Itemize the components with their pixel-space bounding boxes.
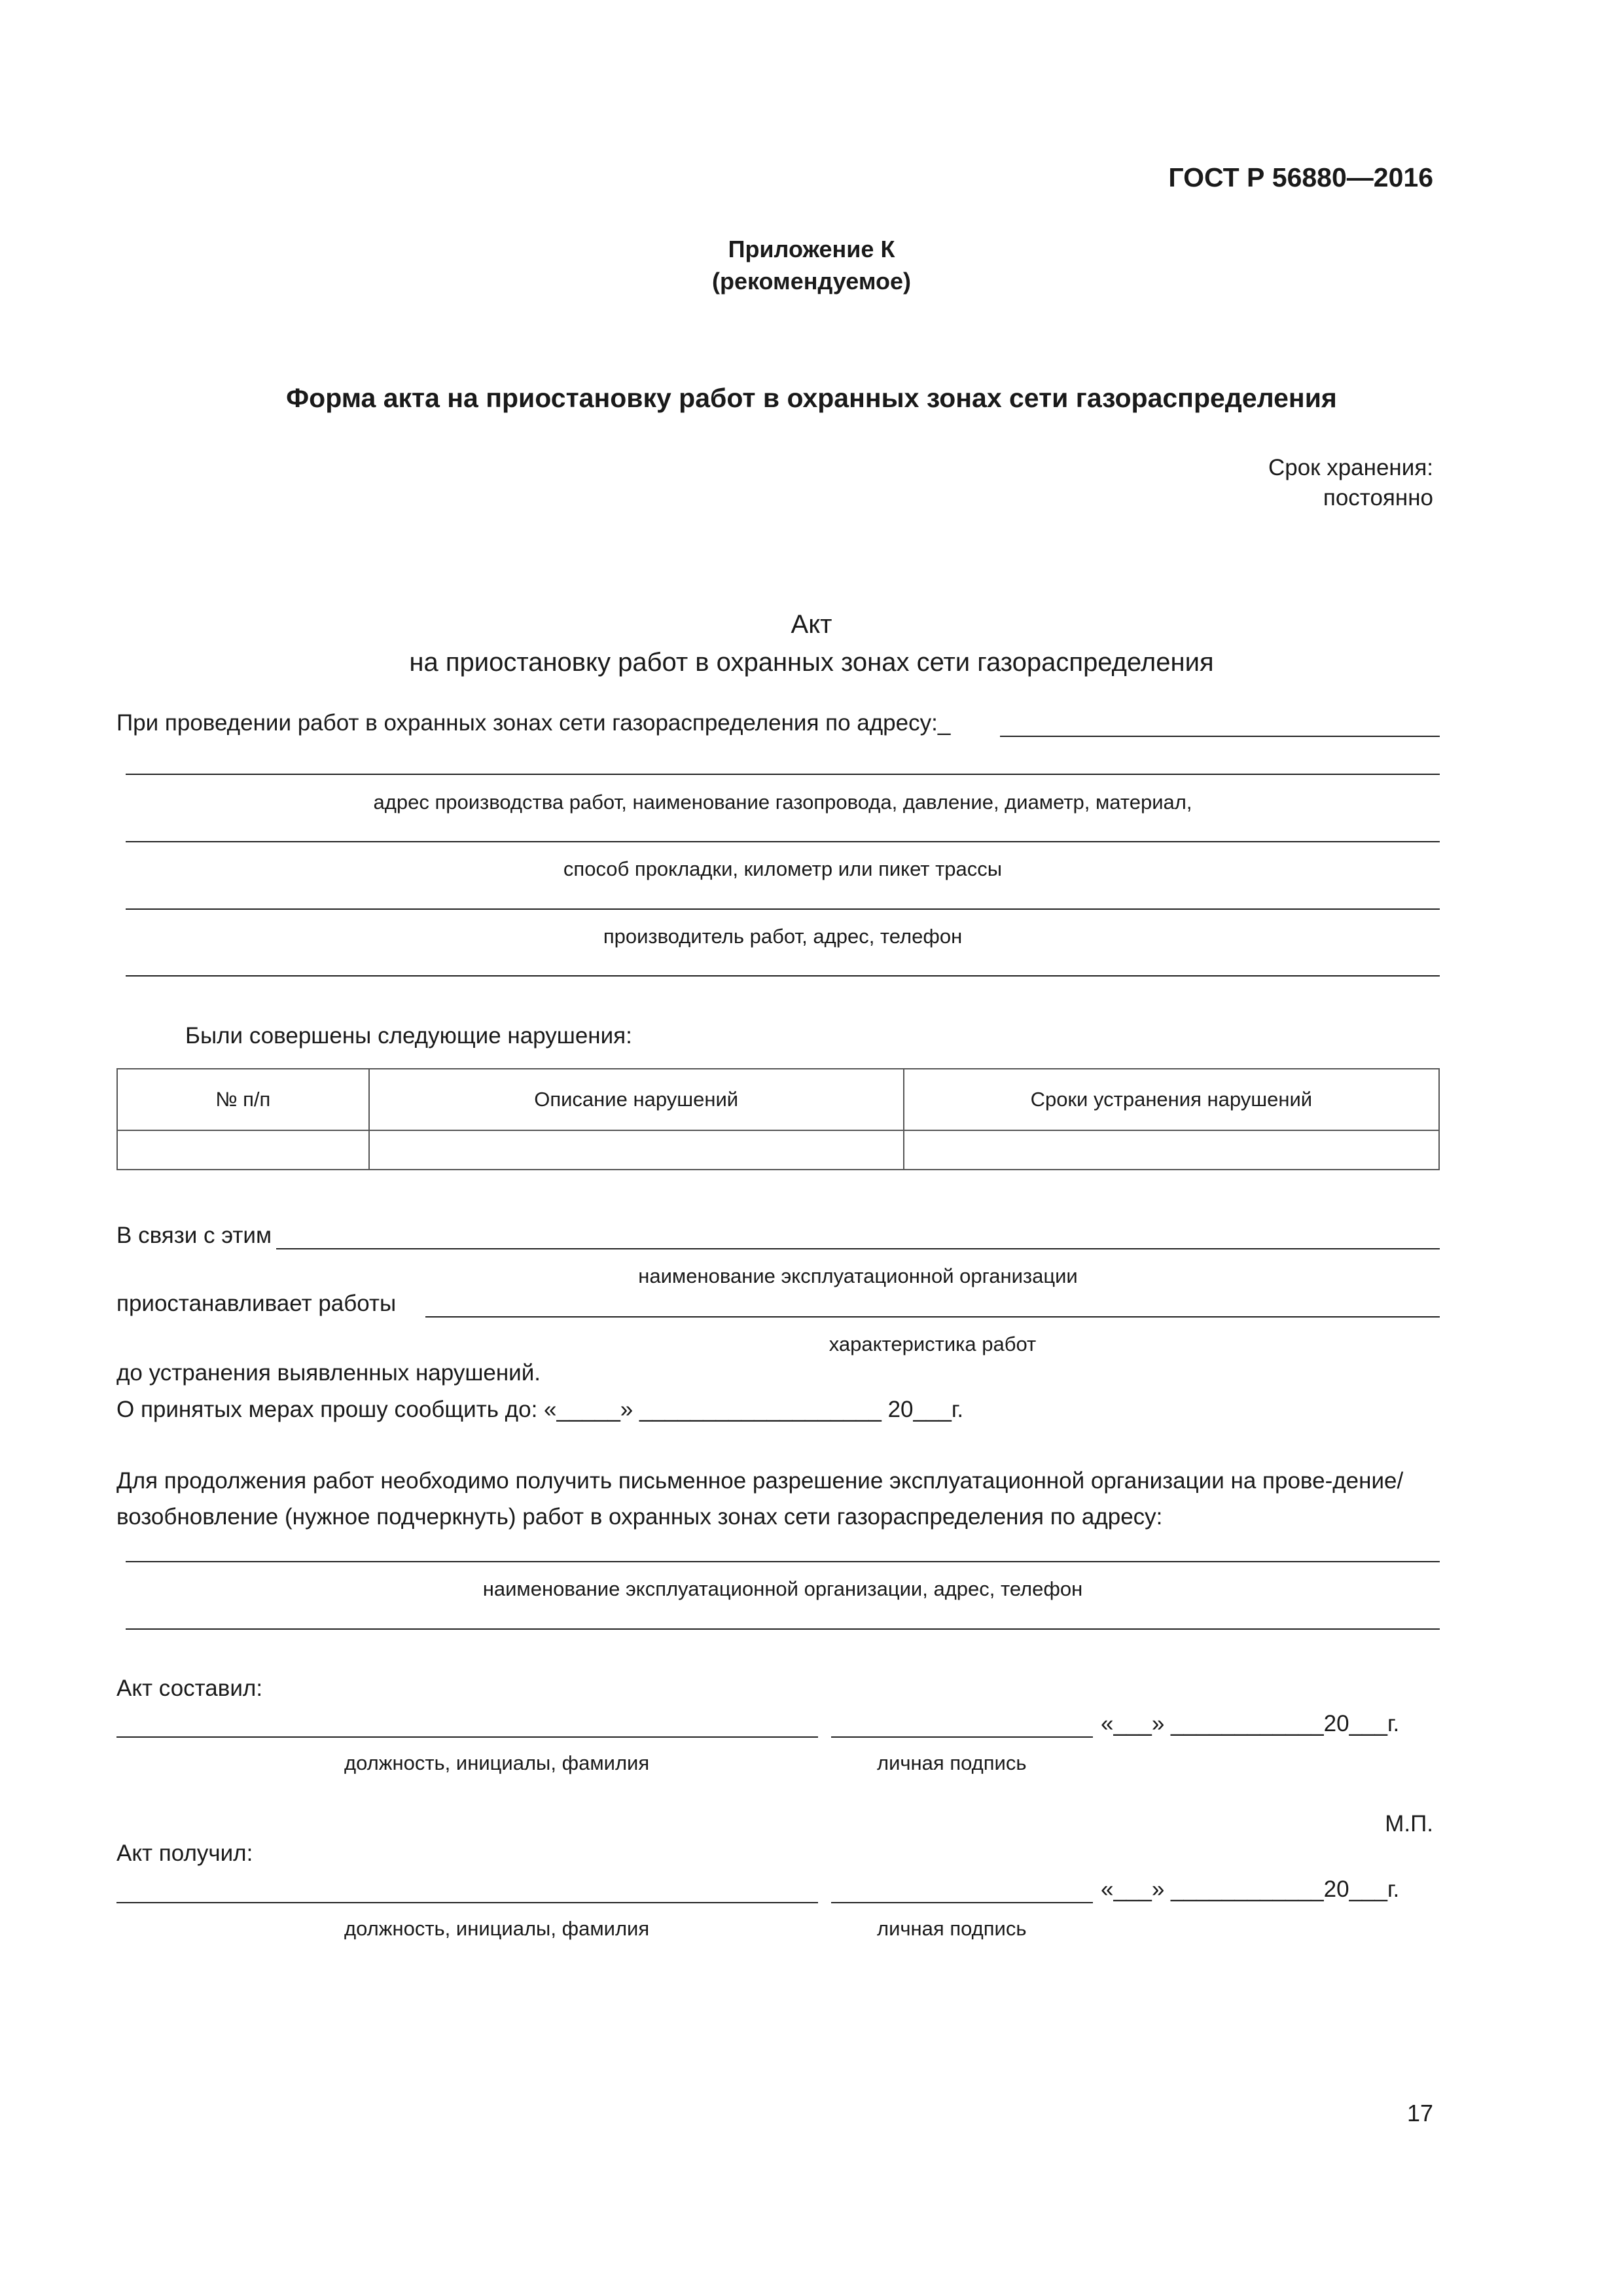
cell-description[interactable] xyxy=(369,1130,904,1170)
compiled-signature-line[interactable] xyxy=(831,1736,1093,1738)
received-date[interactable]: «___» ____________20___г. xyxy=(1101,1876,1400,1902)
act-heading xyxy=(0,605,1623,681)
standard-number: ГОСТ Р 56880—2016 xyxy=(1168,162,1433,192)
organization-line[interactable] xyxy=(276,1248,1440,1249)
table-row xyxy=(117,1130,1439,1170)
address-caption: адрес производства работ, наименование газопровода, давление, диаметр, материал, xyxy=(373,791,1192,814)
address-field-line[interactable] xyxy=(1000,736,1440,737)
annex-heading xyxy=(0,233,1623,297)
suspends-text: приостанавливает работы xyxy=(116,1291,397,1316)
contractor-caption: производитель работ, адрес, телефон xyxy=(603,925,963,948)
received-position-line[interactable] xyxy=(116,1902,818,1903)
works-line[interactable] xyxy=(425,1316,1440,1318)
address-line-2[interactable] xyxy=(126,841,1440,842)
violations-intro: Были совершены следующие нарушения: xyxy=(185,1023,632,1049)
compiled-position-line[interactable] xyxy=(116,1736,818,1738)
compiled-date[interactable]: «___» ____________20___г. xyxy=(1101,1711,1400,1736)
cell-deadline[interactable] xyxy=(904,1130,1439,1170)
violations-table xyxy=(116,1068,1440,1170)
compiled-signature-caption: личная подпись xyxy=(877,1751,1027,1774)
storage-period xyxy=(1268,453,1433,513)
until-text: до устранения выявленных нарушений. xyxy=(116,1360,541,1386)
intro-text: При проведении работ в охранных зонах сети газораспределения по адресу:_ xyxy=(116,710,951,736)
organization-caption: наименование эксплуатационной организации xyxy=(638,1265,1078,1287)
continuation-caption: наименование эксплуатационной организации, адрес, телефон xyxy=(482,1577,1083,1600)
storage-value: постоянно xyxy=(1323,485,1433,511)
works-caption: характеристика работ xyxy=(829,1333,1037,1355)
stamp-mark: М.П. xyxy=(1385,1811,1433,1837)
act-subtitle: на приостановку работ в охранных зонах сети газораспределения xyxy=(409,648,1214,677)
continuation-line-2[interactable] xyxy=(126,1628,1440,1630)
received-signature-caption: личная подпись xyxy=(877,1917,1027,1940)
annex-title: Приложение К xyxy=(728,236,895,262)
cell-number[interactable] xyxy=(117,1130,369,1170)
received-label: Акт получил: xyxy=(116,1840,253,1866)
col-description: Описание нарушений xyxy=(369,1069,904,1130)
in-connection-text: В связи с этим xyxy=(116,1223,272,1248)
compiled-position-caption: должность, инициалы, фамилия xyxy=(344,1751,650,1774)
received-position-caption: должность, инициалы, фамилия xyxy=(344,1917,650,1940)
continuation-line-1[interactable] xyxy=(126,1561,1440,1562)
continuation-text: Для продолжения работ необходимо получить письменное разрешение эксплуатационной организации на прове-дение/возобновление (нужное подчеркнуть) работ в охранных зонах сети газораспределения по адресу: xyxy=(116,1468,1404,1530)
annex-note: (рекомендуемое) xyxy=(712,268,911,295)
report-deadline-text: О принятых мерах прошу сообщить до: «_____» ___________________ 20___г. xyxy=(116,1397,964,1422)
col-deadline: Сроки устранения нарушений xyxy=(904,1069,1439,1130)
address-line-4[interactable] xyxy=(126,975,1440,977)
address-line-1[interactable] xyxy=(126,774,1440,775)
act-title: Акт xyxy=(791,610,832,639)
page-number: 17 xyxy=(1406,2100,1433,2126)
storage-label: Срок хранения: xyxy=(1268,455,1433,480)
address-line-3[interactable] xyxy=(126,908,1440,910)
compiled-label: Акт составил: xyxy=(116,1676,263,1701)
received-signature-line[interactable] xyxy=(831,1902,1093,1903)
laying-caption: способ прокладки, километр или пикет трассы xyxy=(563,857,1003,880)
violations-header-row xyxy=(117,1069,1439,1130)
col-number: № п/п xyxy=(117,1069,369,1130)
form-title: Форма акта на приостановку работ в охранных зонах сети газораспределения xyxy=(286,383,1337,413)
